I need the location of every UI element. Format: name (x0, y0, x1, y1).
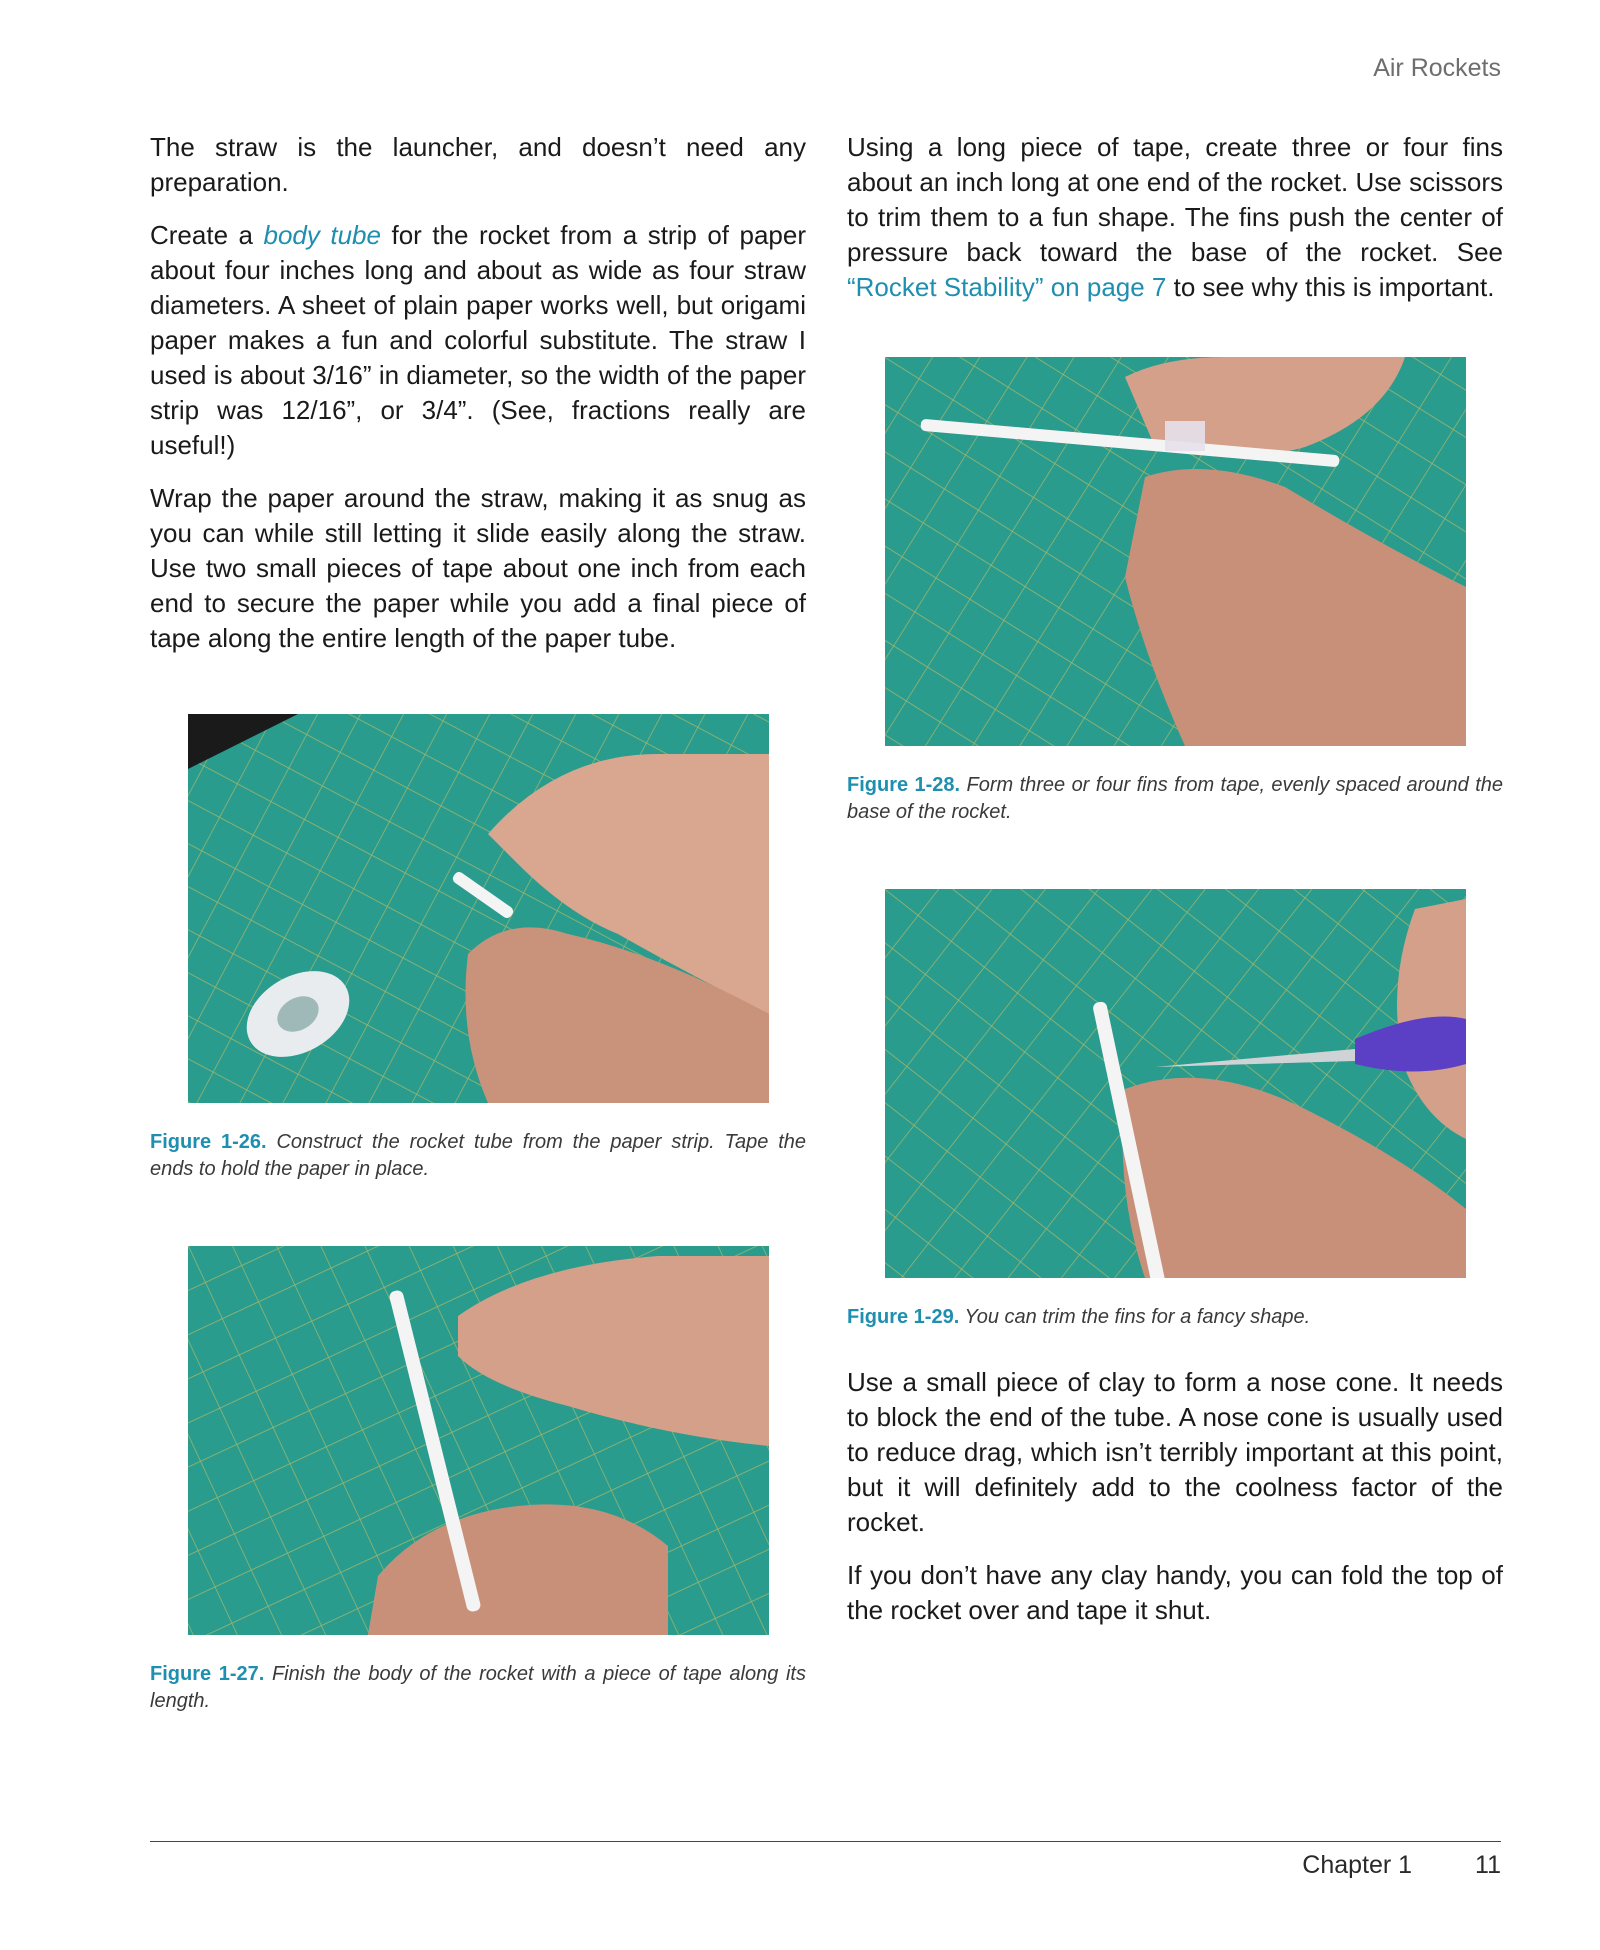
paragraph-wrap-paper: Wrap the paper around the straw, making it as snug as you can while still letting it slide easily along the straw. Use two small pieces of tape about one inch from each end to secure the paper while you add a final piece of tape along the entire length of the paper tube. (150, 483, 806, 653)
para-text: to see why this is important. (1166, 272, 1495, 302)
body-tube-term: body tube (263, 220, 381, 250)
paragraph-fold-top: If you don’t have any clay handy, you can fold the top of the rocket over and tape it shut. (847, 1560, 1503, 1625)
figure-label: Figure 1-29. (847, 1306, 960, 1328)
para-text: Using a long piece of tape, create three or four fins about an inch long at one end of the rocket. Use scissors to trim them to a fun shape. The fins push the center of pressure back toward the base of the rocket. See (847, 132, 1503, 267)
para-text: for the rocket from a strip of paper about four inches long and about as wide as four straw diameters. A sheet of plain paper works well, but origami paper makes a fun and colorful substitute. The straw I used is about 3/16” in diameter, so the width of the paper strip was 12/16”, or 3/4”. (See, fractions really are useful!) (150, 220, 806, 460)
paragraph-body-tube (150, 218, 806, 463)
rocket-stability-link[interactable]: “Rocket Stability” on page 7 (847, 272, 1167, 302)
page-number: 11 (1475, 1851, 1501, 1879)
para-text: Create a (150, 220, 264, 250)
caption-text: Construct the rocket tube from the paper strip. Tape the ends to hold the paper in place. (150, 1131, 806, 1180)
right-column (847, 130, 1503, 1646)
paragraph-fins (847, 130, 1503, 305)
figure-label: Figure 1-28. (847, 774, 961, 796)
figure-label: Figure 1-26. (150, 1131, 267, 1153)
caption-text: Form three or four fins from tape, evenly spaced around the base of the rocket. (847, 774, 1503, 823)
paragraph-nose-cone: Use a small piece of clay to form a nose cone. It needs to block the end of the tube. A nose cone is usually used to reduce drag, which isn’t terribly important at this point, but it will definitely add to the coolness factor of the rocket. (847, 1367, 1503, 1537)
caption-text: Finish the body of the rocket with a piece of tape along its length. (150, 1663, 806, 1712)
figure-1-29-caption (847, 1304, 1503, 1331)
left-column (150, 130, 806, 1715)
running-head: Air Rockets (1373, 54, 1501, 82)
figure-1-27-caption (150, 1661, 806, 1715)
figure-1-26-caption (150, 1129, 806, 1183)
tape-fin (1165, 421, 1205, 451)
footer-divider (150, 1841, 1501, 1842)
figure-label: Figure 1-27. (150, 1663, 265, 1685)
figure-1-26-photo (188, 714, 769, 1103)
figure-1-28-photo (885, 357, 1466, 746)
figure-1-27-photo (188, 1246, 769, 1635)
chapter-label: Chapter 1 (1302, 1851, 1413, 1879)
caption-text: You can trim the fins for a fancy shape. (964, 1306, 1311, 1328)
paragraph-launcher: The straw is the launcher, and doesn’t need any preparation. (150, 132, 806, 197)
figure-1-29-photo (885, 889, 1466, 1278)
page-footer (1302, 1851, 1501, 1880)
figure-1-28-caption (847, 772, 1503, 826)
